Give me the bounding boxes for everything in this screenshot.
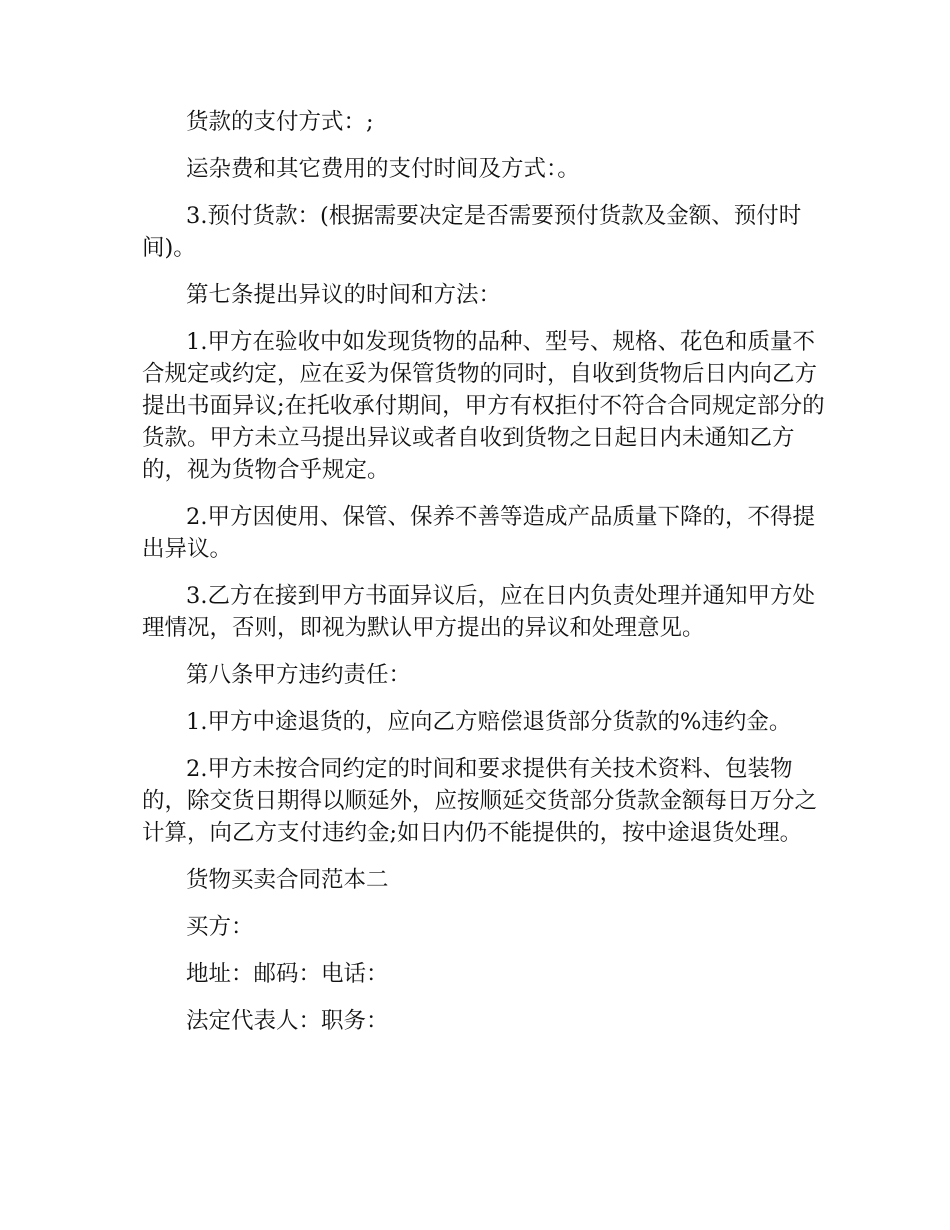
article-seven-heading: 第七条提出异议的时间和方法： (186, 282, 502, 308)
address-line: 地址：邮码：电话： (186, 961, 389, 987)
liability-clause-1: 1.甲方中途退货的，应向乙方赔偿退货部分货款的%违约金。 (186, 709, 792, 735)
objection-clause-3: 3.乙方在接到甲方书面异议后，应在日内负责处理并通知甲方处理情况，否则，即视为默认甲方提出的异议和处理意见。 (142, 583, 815, 641)
shipping-fee-line: 运杂费和其它费用的支付时间及方式：。 (186, 156, 580, 182)
payment-method-line: 货款的支付方式：; (186, 109, 374, 135)
prepayment-clause: 3.预付货款：(根据需要决定是否需要预付货款及金额、预付时间)。 (142, 203, 802, 261)
contract-template-two-title: 货物买卖合同范本二 (186, 867, 389, 893)
buyer-line: 买方： (186, 914, 254, 940)
objection-clause-1: 1.甲方在验收中如发现货物的品种、型号、规格、花色和质量不合规定或约定，应在妥为保管货物的同时，自收到货物后日内向乙方提出书面异议;在托收承付期间，甲方有权拒付不符合合同规定部分的货款。甲方未立马提出异议或者自收到货物之日起日内未通知乙方的，视为货物合乎规定。 (142, 329, 825, 483)
liability-clause-2: 2.甲方未按合同约定的时间和要求提供有关技术资料、包装物的，除交货日期得以顺延外，应按顺延交货部分货款金额每日万分之计算，向乙方支付违约金;如日内仍不能提供的，按中途退货处理。 (142, 756, 818, 846)
legal-representative-line: 法定代表人：职务： (186, 1008, 389, 1034)
article-eight-heading: 第八条甲方违约责任： (186, 662, 412, 688)
document-body (142, 106, 832, 1052)
objection-clause-2: 2.甲方因使用、保管、保养不善等造成产品质量下降的，不得提出异议。 (142, 504, 815, 562)
